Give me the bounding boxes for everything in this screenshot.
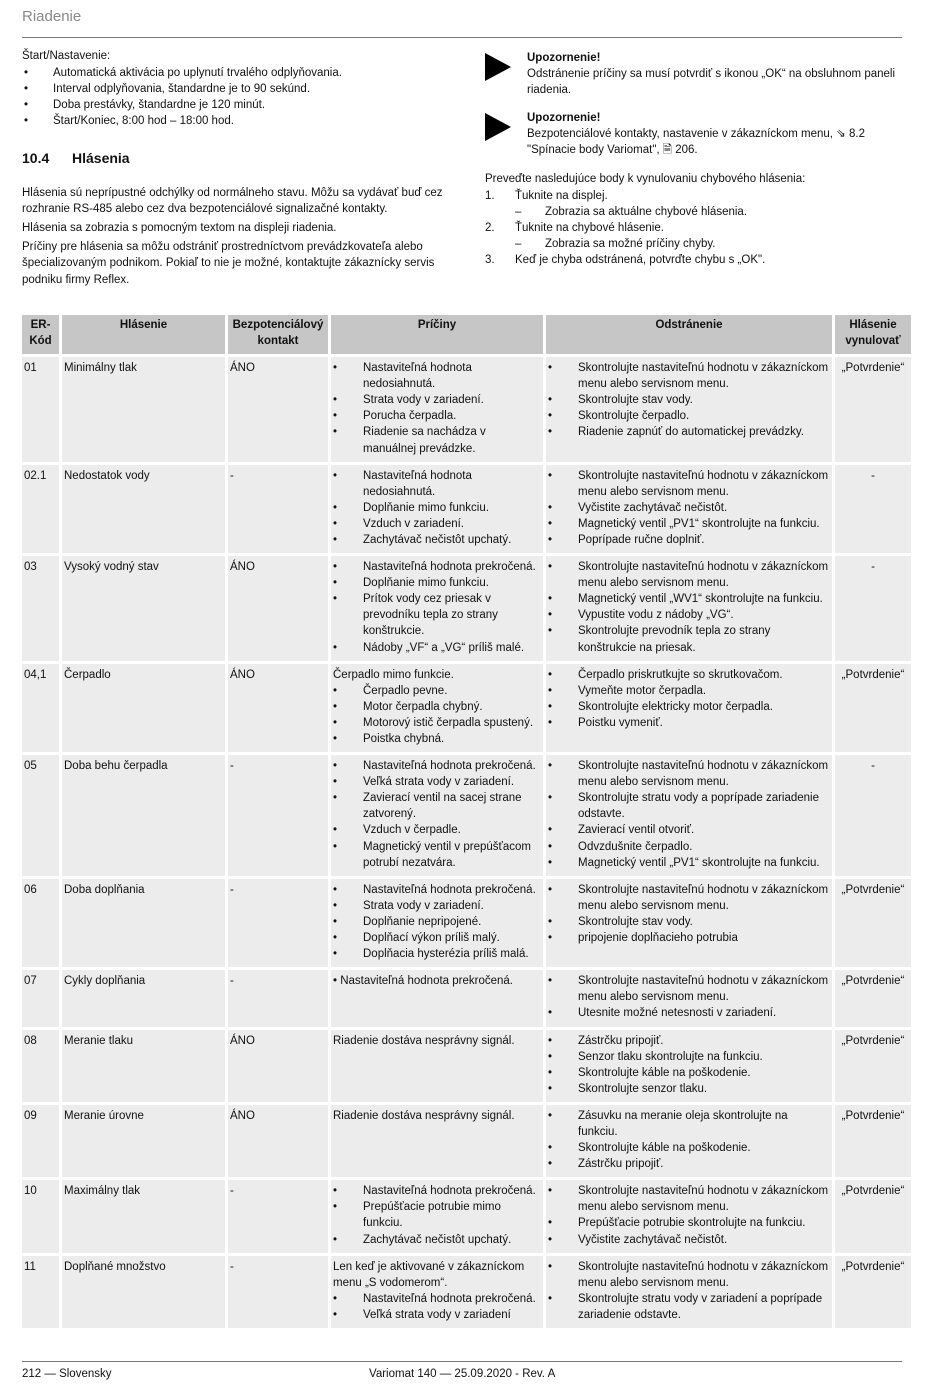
step-number: 2. [485, 221, 495, 234]
causes-list [333, 468, 541, 548]
list-item: • Vymeňte motor čerpadla. [548, 683, 830, 699]
list-item: • Skontrolujte nastaviteľnú hodnotu v zákazníckom menu alebo servisnom menu. [548, 758, 830, 790]
section-number: 10.4 [22, 150, 50, 167]
list-item: • Strata vody v zariadení. [333, 392, 541, 408]
table-row [22, 664, 911, 752]
table-row [22, 879, 911, 967]
cell-remedy [546, 970, 832, 1026]
list-item: • Štart/Koniec, 8:00 hod – 18:00 hod. [22, 113, 452, 129]
cell-remedy [546, 465, 832, 553]
cell-reset: - [835, 755, 911, 876]
cell-contact: - [228, 1180, 328, 1252]
column-header-message: Hlásenie [62, 315, 225, 354]
cell-remedy [546, 357, 832, 462]
list-item: • Magnetický ventil „PV1“ skontrolujte na funkciu. [548, 516, 830, 532]
list-item: • Skontrolujte stratu vody a poprípade zariadenie odstavte. [548, 790, 830, 822]
list-item: • Zachytávač nečistôt upchatý. [333, 1232, 541, 1248]
list-item: • Skontrolujte stratu vody v zariadení a poprípade zariadenie odstavte. [548, 1291, 830, 1323]
column-header-code: ER-Kód [22, 315, 59, 354]
cell-remedy [546, 1030, 832, 1102]
list-item: • Skontrolujte káble na poškodenie. [548, 1065, 830, 1081]
list-item: • Utesnite možné netesnosti v zariadení. [548, 1005, 830, 1021]
step-text: Ťuknite na displej. [515, 189, 608, 202]
list-item: • Riadenie sa nachádza v manuálnej prevádzke. [333, 424, 541, 456]
cell-reset: „Potvrdenie“ [835, 1105, 911, 1177]
cell-code: 10 [22, 1180, 59, 1252]
list-item: • Doplňacia hysterézia príliš malá. [333, 946, 541, 962]
error-table-body [22, 357, 911, 1328]
list-item: • Odvzdušnite čerpadlo. [548, 839, 830, 855]
table-row [22, 465, 911, 553]
cell-causes [331, 970, 543, 1026]
remedy-list [548, 882, 830, 946]
table-row [22, 1105, 911, 1177]
causes-list [333, 1183, 541, 1247]
remedy-list [548, 1259, 830, 1323]
list-item: • Prítok vody cez priesak v prevodníku tepla zo strany konštrukcie. [333, 591, 541, 639]
cell-code: 07 [22, 970, 59, 1026]
page-footer [22, 1361, 902, 1380]
notice-title: Upozornenie! [527, 112, 601, 125]
causes-intro: • Nastaviteľná hodnota prekročená. [333, 975, 513, 988]
list-item: • Automatická aktivácia po uplynutí trvalého odplyňovania. [22, 65, 452, 81]
causes-list [333, 360, 541, 457]
section-title: Hlásenia [72, 150, 130, 167]
list-item: • pripojenie doplňacieho potrubia [548, 930, 830, 946]
start-settings-label: Štart/Nastavenie: [22, 50, 111, 62]
step-number: 3. [485, 254, 495, 267]
cell-reset: „Potvrdenie“ [835, 357, 911, 462]
notice-box [485, 50, 905, 98]
list-item: • Vyčistite zachytávač nečistôt. [548, 500, 830, 516]
list-item: • Čerpadlo priskrutkujte so skrutkovačom. [548, 667, 830, 683]
list-item: • Zástrčku pripojiť. [548, 1156, 830, 1172]
cell-message: Doba behu čerpadla [62, 755, 225, 876]
cell-message: Čerpadlo [62, 664, 225, 752]
cell-message: Meranie tlaku [62, 1030, 225, 1102]
cell-reset: „Potvrdenie“ [835, 1256, 911, 1328]
list-item: • Nastaviteľná hodnota prekročená. [333, 559, 541, 575]
remedy-list [548, 973, 830, 1021]
list-item: • Doplňací výkon príliš malý. [333, 930, 541, 946]
causes-list [333, 683, 541, 747]
notice-title: Upozornenie! [527, 52, 601, 64]
cell-reset: - [835, 556, 911, 661]
table-row [22, 755, 911, 876]
cell-contact: ÁNO [228, 357, 328, 462]
paragraph: Príčiny pre hlásenia sa môžu odstrániť prostredníctvom prevádzkovateľa alebo špecializovaným podnikom. Pokiaľ to nie je možné, kontaktujte zákaznícky servis podniku firmy Reflex. [22, 241, 435, 286]
remedy-list [548, 1108, 830, 1172]
step-item [485, 252, 905, 268]
remedy-list [548, 1183, 830, 1247]
cell-contact: - [228, 879, 328, 967]
footer-document-info: Variomat 140 — 25.09.2020 - Rev. A [369, 1368, 556, 1380]
list-item: • Skontrolujte elektricky motor čerpadla. [548, 699, 830, 715]
column-header-causes: Príčiny [331, 315, 543, 354]
cell-reset: - [835, 465, 911, 553]
remedy-list [548, 758, 830, 871]
list-item: • Prepúšťacie potrubie skontrolujte na funkciu. [548, 1215, 830, 1231]
list-item: • Doplňanie mimo funkciu. [333, 500, 541, 516]
causes-list [333, 559, 541, 656]
cell-reset: „Potvrdenie“ [835, 879, 911, 967]
list-item: • Motorový istič čerpadla spustený. [333, 715, 541, 731]
cell-remedy [546, 1256, 832, 1328]
cell-remedy [546, 1105, 832, 1177]
cell-contact: ÁNO [228, 1105, 328, 1177]
cell-code: 01 [22, 357, 59, 462]
cell-message: Cykly doplňania [62, 970, 225, 1026]
notice-box [485, 110, 905, 158]
step-number: 1. [485, 189, 495, 202]
list-item: • Vypustite vodu z nádoby „VG“. [548, 607, 830, 623]
cell-message: Doba doplňania [62, 879, 225, 967]
cell-remedy [546, 755, 832, 876]
cell-code: 02.1 [22, 465, 59, 553]
list-item: • Veľká strata vody v zariadení. [333, 774, 541, 790]
cell-causes [331, 664, 543, 752]
list-item: • Prepúšťacie potrubie mimo funkciu. [333, 1199, 541, 1231]
step-text: Ťuknite na chybové hlásenie. [515, 221, 664, 234]
list-item: • Poprípade ručne doplniť. [548, 532, 830, 548]
column-header-reset: Hlásenie vynulovať [835, 315, 911, 354]
list-item: • Skontrolujte nastaviteľnú hodnotu v zákazníckom menu alebo servisnom menu. [548, 1259, 830, 1291]
section-heading [22, 149, 452, 169]
arrow-right-icon [485, 50, 527, 98]
list-item: • Zachytávač nečistôt upchatý. [333, 532, 541, 548]
column-header-contact: Bezpotenciálový kontakt [228, 315, 328, 354]
cell-contact: - [228, 1256, 328, 1328]
step-result: – Zobrazia sa možné príčiny chyby. [515, 236, 905, 252]
list-item: • Magnetický ventil v prepúšťacom potrubí nezatvára. [333, 839, 541, 871]
cell-remedy [546, 1180, 832, 1252]
cell-causes [331, 1105, 543, 1177]
list-item: • Skontrolujte káble na poškodenie. [548, 1140, 830, 1156]
cell-remedy [546, 556, 832, 661]
paragraph: Hlásenia sa zobrazia s pomocným textom na displeji riadenia. [22, 222, 337, 235]
list-item: • Skontrolujte nastaviteľnú hodnotu v zákazníckom menu alebo servisnom menu. [548, 1183, 830, 1215]
list-item: • Doplňanie nepripojené. [333, 914, 541, 930]
cell-contact: ÁNO [228, 1030, 328, 1102]
list-item: • Doba prestávky, štandardne je 120 minút. [22, 97, 452, 113]
procedure-steps [485, 188, 905, 268]
list-item: • Poistku vymeniť. [548, 715, 830, 731]
header-title: Riadenie [22, 8, 82, 25]
list-item: • Nádoby „VF“ a „VG“ príliš malé. [333, 640, 541, 656]
list-item: • Nastaviteľná hodnota nedosiahnutá. [333, 360, 541, 392]
list-item: • Skontrolujte senzor tlaku. [548, 1081, 830, 1097]
list-item: • Skontrolujte nastaviteľnú hodnotu v zákazníckom menu alebo servisnom menu. [548, 468, 830, 500]
notice-text: Odstránenie príčiny sa musí potvrdiť s ikonou „OK“ na obsluhnom paneli riadenia. [527, 68, 896, 97]
list-item: • Čerpadlo pevne. [333, 683, 541, 699]
table-row [22, 1030, 911, 1102]
cell-contact: ÁNO [228, 664, 328, 752]
list-item: • Nastaviteľná hodnota nedosiahnutá. [333, 468, 541, 500]
procedure-intro: Preveďte nasledujúce body k vynulovaniu chybového hlásenia: [485, 172, 806, 185]
list-item: • Skontrolujte prevodník tepla zo strany konštrukcie na priesak. [548, 623, 830, 655]
cell-code: 06 [22, 879, 59, 967]
paragraph: Hlásenia sú neprípustné odchýlky od normálneho stavu. Môžu sa vydávať buď cez rozhranie RS-485 alebo cez dva bezpotenciálové signalizačné kontakty. [22, 187, 443, 216]
list-item: • Skontrolujte nastaviteľnú hodnotu v zákazníckom menu alebo servisnom menu. [548, 882, 830, 914]
causes-intro: Čerpadlo mimo funkcie. [333, 668, 454, 681]
table-row [22, 970, 911, 1026]
list-item: • Vzduch v čerpadle. [333, 822, 541, 838]
list-item: • Magnetický ventil „WV1“ skontrolujte na funkciu. [548, 591, 830, 607]
list-item: • Motor čerpadla chybný. [333, 699, 541, 715]
notice-text: Bezpotenciálové kontakty, nastavenie v zákazníckom menu, ⇘ 8.2 "Spínacie body Variomat", 🗎 206. [527, 128, 865, 157]
page-header [22, 6, 902, 38]
left-column [22, 48, 452, 291]
cell-contact: - [228, 465, 328, 553]
cell-causes [331, 1256, 543, 1328]
cell-code: 04,1 [22, 664, 59, 752]
cell-message: Vysoký vodný stav [62, 556, 225, 661]
step-item [485, 188, 905, 220]
cell-code: 11 [22, 1256, 59, 1328]
causes-list [333, 758, 541, 871]
arrow-right-icon [485, 110, 527, 158]
list-item: • Porucha čerpadla. [333, 408, 541, 424]
cell-causes [331, 755, 543, 876]
cell-message: Maximálny tlak [62, 1180, 225, 1252]
list-item: • Vzduch v zariadení. [333, 516, 541, 532]
cell-causes [331, 556, 543, 661]
cell-reset: „Potvrdenie“ [835, 1030, 911, 1102]
remedy-list [548, 360, 830, 440]
list-item: • Strata vody v zariadení. [333, 898, 541, 914]
cell-remedy [546, 664, 832, 752]
cell-code: 09 [22, 1105, 59, 1177]
remedy-list [548, 1033, 830, 1097]
list-item: • Zásuvku na meranie oleja skontrolujte na funkciu. [548, 1108, 830, 1140]
causes-list [333, 882, 541, 962]
table-row [22, 556, 911, 661]
list-item: • Skontrolujte stav vody. [548, 392, 830, 408]
list-item: • Vyčistite zachytávač nečistôt. [548, 1232, 830, 1248]
error-table [19, 312, 914, 1331]
table-row [22, 1180, 911, 1252]
cell-reset: „Potvrdenie“ [835, 970, 911, 1026]
list-item: • Nastaviteľná hodnota prekročená. [333, 882, 541, 898]
list-item: • Skontrolujte nastaviteľnú hodnotu v zákazníckom menu alebo servisnom menu. [548, 559, 830, 591]
cell-remedy [546, 879, 832, 967]
list-item: • Doplňanie mimo funkciu. [333, 575, 541, 591]
list-item: • Senzor tlaku skontrolujte na funkciu. [548, 1049, 830, 1065]
list-item: • Nastaviteľná hodnota prekročená. [333, 1291, 541, 1307]
list-item: • Skontrolujte stav vody. [548, 914, 830, 930]
causes-list [333, 1291, 541, 1323]
cell-contact: ÁNO [228, 556, 328, 661]
table-row [22, 1256, 911, 1328]
cell-message: Minimálny tlak [62, 357, 225, 462]
right-column [485, 50, 905, 268]
causes-intro: Riadenie dostáva nesprávny signál. [333, 1034, 515, 1047]
cell-code: 05 [22, 755, 59, 876]
cell-message: Nedostatok vody [62, 465, 225, 553]
remedy-list [548, 559, 830, 656]
list-item: • Zavierací ventil otvoriť. [548, 822, 830, 838]
list-item: • Nastaviteľná hodnota prekročená. [333, 1183, 541, 1199]
start-settings-list [22, 65, 452, 129]
step-text: Keď je chyba odstránená, potvrďte chybu s „OK". [515, 254, 766, 267]
list-item: • Skontrolujte nastaviteľnú hodnotu v zákazníckom menu alebo servisnom menu. [548, 973, 830, 1005]
cell-causes [331, 879, 543, 967]
list-item: • Riadenie zapnúť do automatickej prevádzky. [548, 424, 830, 440]
list-item: • Skontrolujte nastaviteľnú hodnotu v zákazníckom menu alebo servisnom menu. [548, 360, 830, 392]
remedy-list [548, 667, 830, 731]
list-item: • Zavierací ventil na sacej strane zatvorený. [333, 790, 541, 822]
cell-code: 08 [22, 1030, 59, 1102]
cell-causes [331, 1180, 543, 1252]
cell-contact: - [228, 970, 328, 1026]
cell-reset: „Potvrdenie“ [835, 664, 911, 752]
list-item: • Veľká strata vody v zariadení [333, 1307, 541, 1323]
step-result: – Zobrazia sa aktuálne chybové hlásenia. [515, 204, 905, 220]
list-item: • Magnetický ventil „PV1“ skontrolujte na funkciu. [548, 855, 830, 871]
causes-intro: Len keď je aktivované v zákazníckom menu „S vodomerom“. [333, 1260, 525, 1289]
cell-causes [331, 1030, 543, 1102]
step-item [485, 220, 905, 252]
remedy-list [548, 468, 830, 548]
table-header-row [22, 315, 911, 354]
table-row [22, 357, 911, 462]
cell-code: 03 [22, 556, 59, 661]
list-item: • Nastaviteľná hodnota prekročená. [333, 758, 541, 774]
column-header-remedy: Odstránenie [546, 315, 832, 354]
cell-causes [331, 357, 543, 462]
list-item: • Zástrčku pripojiť. [548, 1033, 830, 1049]
list-item: • Poistka chybná. [333, 731, 541, 747]
cell-message: Doplňané množstvo [62, 1256, 225, 1328]
list-item: • Interval odplyňovania, štandardne je to 90 sekúnd. [22, 81, 452, 97]
footer-page-number: 212 — Slovensky [22, 1368, 112, 1380]
cell-contact: - [228, 755, 328, 876]
cell-message: Meranie úrovne [62, 1105, 225, 1177]
causes-intro: Riadenie dostáva nesprávny signál. [333, 1109, 515, 1122]
cell-reset: „Potvrdenie“ [835, 1180, 911, 1252]
cell-causes [331, 465, 543, 553]
list-item: • Skontrolujte čerpadlo. [548, 408, 830, 424]
